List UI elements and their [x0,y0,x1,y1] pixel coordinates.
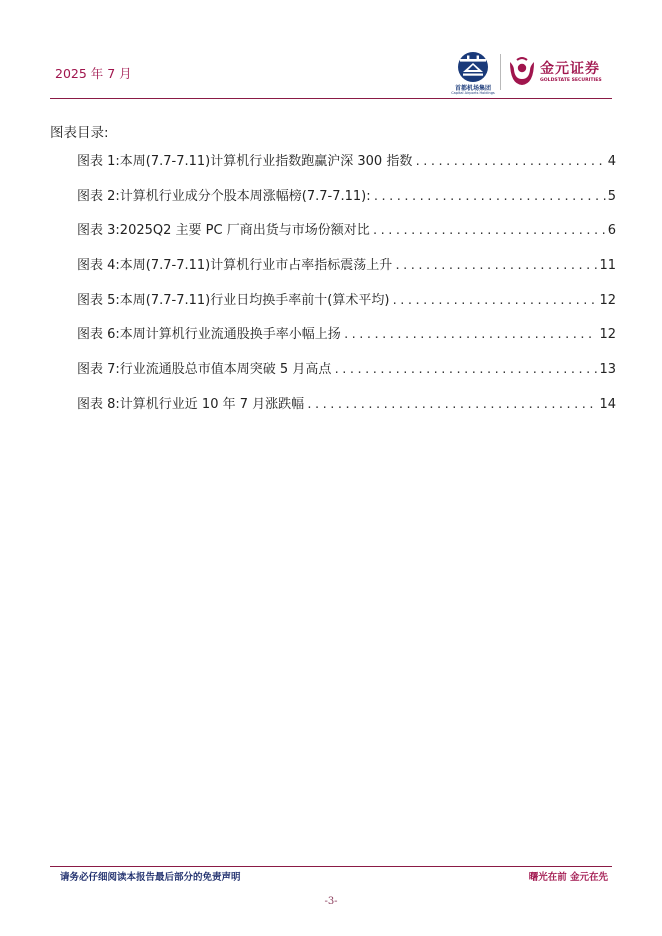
capital-airports-emblem-icon [452,51,494,83]
page-number: -3- [324,896,338,907]
toc-item-number: 图表 7: [77,362,120,378]
toc-item[interactable] [77,185,616,220]
toc-dot-leader [394,259,597,272]
toc-item-page: 13 [599,362,616,378]
toc-item-title: 本周(7.7-7.11)行业日均换手率前十(算术平均) [119,292,390,308]
toc-dot-leader [372,224,606,237]
toc-dot-leader [373,190,606,203]
capital-airports-logo [452,51,494,95]
toc-list [77,150,616,428]
logo-divider [500,54,501,90]
capital-airports-name-en: Capital Airports Holdings [451,91,495,95]
toc-dot-leader [333,363,597,376]
toc-item[interactable] [77,219,616,254]
goldstate-name: 金元证券 [540,61,600,77]
toc-item[interactable] [77,289,616,324]
toc-item-page: 12 [599,292,616,308]
toc-item-title: 2025Q2 主要 PC 厂商出货与市场份额对比 [119,223,370,239]
toc-item[interactable] [77,323,616,358]
toc-item-title: 本周(7.7-7.11)计算机行业指数跑赢沪深 300 指数 [119,154,413,169]
toc-dot-leader [306,398,597,411]
header-divider [50,98,612,99]
goldstate-name-en: GOLDSTATE SECURITIES [540,78,602,83]
toc-item-title: 本周计算机行业流通股换手率小幅上扬 [119,327,341,343]
toc-item-page: 11 [599,258,616,274]
toc-item-number: 图表 5: [77,292,120,308]
toc-item[interactable] [77,150,616,185]
toc-item-number: 图表 3: [77,223,120,239]
toc-item-page: 12 [599,327,616,343]
toc-item[interactable] [77,393,616,428]
toc-item-number: 图表 4: [77,258,120,274]
toc-dot-leader [343,328,598,341]
toc-item-number: 图表 6: [77,327,120,343]
footer-divider [50,866,612,867]
toc-item-number: 图表 8: [77,396,120,412]
toc-item-page: 4 [607,154,616,169]
footer-slogan: 曙光在前 金元在先 [528,872,608,883]
toc-item-title: 本周(7.7-7.11)计算机行业市占率指标震荡上升 [119,258,393,274]
toc-dot-leader [391,294,597,307]
toc-item-number: 图表 1: [77,154,120,169]
toc-item[interactable] [77,254,616,289]
toc-dot-leader [414,155,605,168]
goldstate-emblem-icon [506,54,538,88]
toc-item-title: 行业流通股总市值本周突破 5 月高点 [119,362,332,378]
toc-item-title: 计算机行业近 10 年 7 月涨跌幅 [119,396,305,412]
toc-item-page: 14 [599,396,616,412]
toc-item-title: 计算机行业成分个股本周涨幅榜(7.7-7.11): [119,188,371,204]
capital-airports-name: 首都机场集团 [454,85,491,92]
toc-item-number: 图表 2: [77,188,120,204]
goldstate-logo [506,54,616,90]
toc-item-page: 5 [607,188,616,204]
toc-heading: 图表目录: [50,125,109,141]
toc-item[interactable] [77,358,616,393]
footer-disclaimer: 请务必仔细阅读本报告最后部分的免责声明 [60,872,241,883]
toc-item-page: 6 [607,223,616,239]
report-date: 2025 年 7 月 [55,66,132,81]
